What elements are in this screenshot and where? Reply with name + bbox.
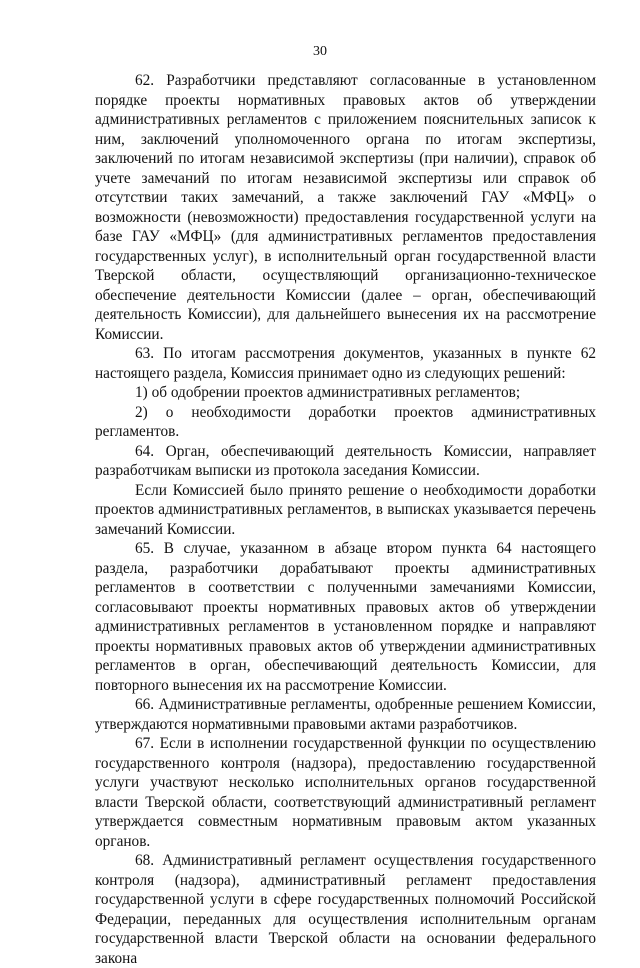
paragraph-64-second: Если Комиссией было принято решение о необходимости доработки проектов административных регламентов, в выписках указывается перечень замечаний Комиссии. [95,481,596,538]
paragraph-62: 62. Разработчики представляют согласованные в установленном порядке проекты нормативных правовых актов об утверждении административных регламентов с приложением пояснительных записок к ним, заключений уполномоченного органа по итогам экспертизы, заключений по итогам независимой экспертизы (при наличии), справок об учете замечаний по итогам независимой экспертизы или справок об отсутствии таких замечаний, а также заключений ГАУ «МФЦ» о возможности (невозможности) предоставления государственной услуги на базе ГАУ «МФЦ» (для административных регламентов предоставления государственных услуг), в исполнительный орган государственной власти Тверской области, осуществляющий организационно-техническое обеспечение деятельности Комиссии (далее – орган, обеспечивающий деятельность Комиссии), для дальнейшего вынесения их на рассмотрение Комиссии. [95,72,596,343]
paragraph-68: 68. Административный регламент осуществления государственного контроля (надзора), административный регламент предоставления государственной услуги в сфере государственных полномочий Российской Федерации, переданных для осуществления исполнительным органам государственной власти Тверской области на основании федерального закона [95,852,596,967]
paragraph-63-item-2: 2) о необходимости доработки проектов административных регламентов. [95,403,596,440]
paragraph-64: 64. Орган, обеспечивающий деятельность Комиссии, направляет разработчикам выписки из протокола заседания Комиссии. [95,442,596,479]
paragraph-67: 67. Если в исполнении государственной функции по осуществлению государственного контроля (надзора), предоставлению государственной услуги участвуют несколько исполнительных органов государственной власти Тверской области, соответствующий административный регламент утверждается совместным нормативным правовым актом указанных органов. [95,735,596,850]
document-body [95,71,596,968]
paragraph-63: 63. По итогам рассмотрения документов, указанных в пункте 62 настоящего раздела, Комиссия принимает одно из следующих решений: [95,345,596,382]
paragraph-66: 66. Административные регламенты, одобренные решением Комиссии, утверждаются нормативными правовыми актами разработчиков. [95,696,596,733]
paragraph-65: 65. В случае, указанном в абзаце втором пункта 64 настоящего раздела, разработчики дорабатывают проекты административных регламентов в соответствии с полученными замечаниями Комиссии, согласовывают проекты нормативных правовых актов об утверждении административных регламентов в установленном порядке и направляют проекты нормативных правовых актов об утверждении административных регламентов в орган, обеспечивающий деятельность Комиссии, для повторного вынесения их на рассмотрение Комиссии. [95,540,596,694]
paragraph-63-item-1: 1) об одобрении проектов административных регламентов; [135,384,521,401]
page-number: 30 [313,44,327,59]
